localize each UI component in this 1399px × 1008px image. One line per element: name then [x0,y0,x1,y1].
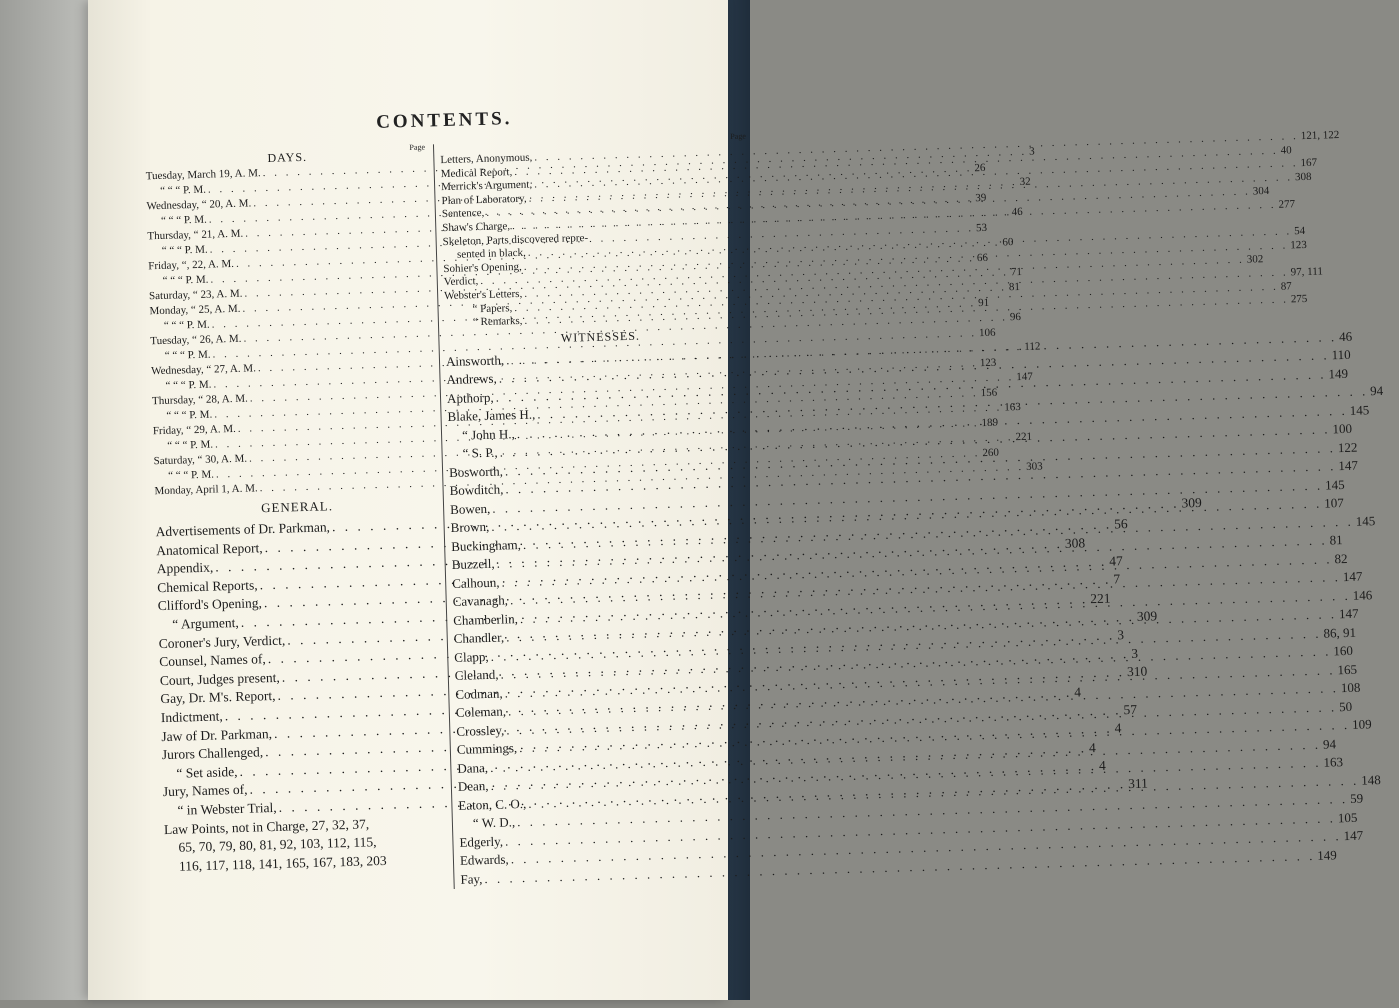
entry-label: “ S. P., [462,444,498,461]
entry-label: Clapp, [454,648,489,665]
entry-label: Eaton, C. O., [458,795,527,813]
entry-label: Chamberlin, [453,610,519,628]
entry-label: Calhoun, [452,574,500,591]
entry-page-number: 145 [1355,512,1376,529]
entry-page-number: 26 [974,161,986,175]
entry-page-number: 308 [1064,535,1086,552]
entry-label: Shaw's Charge, [442,220,511,235]
entry-label: sented in black, [456,246,526,261]
entry-page-number: 4 [1088,739,1096,755]
entry-label: Thursday, “ 28, A. M. [151,392,248,408]
entry-page-number: 53 [975,221,988,235]
page-title: CONTENTS. [375,108,513,133]
entry-label: Wednesday, “ 20, A. M. [146,197,252,213]
entry-page-number: 149 [1317,847,1338,863]
entry-page-number: 60 [1002,236,1014,249]
entry-page-number: 3 [1028,145,1035,158]
entry-page-number: 277 [1278,198,1296,211]
entry-label: Wednesday, “ 27, A. M. [151,362,257,378]
entry-page-number: 112 [1024,340,1041,353]
witnesses-heading: WITNESSES. [560,328,641,345]
entry-page-number: 304 [1252,185,1270,198]
entry-label: Crossley, [456,722,505,739]
entry-label: Anatomical Report, [155,539,263,558]
entry-page-number: 96 [1009,310,1022,324]
entry-label: “ “ “ P. M. [163,318,210,332]
entry-page-number: 160 [1333,643,1354,659]
entry-label: “ “ “ P. M. [165,378,212,392]
entry-label: Edgerly, [459,833,504,850]
entry-page-number: 108 [1340,679,1361,696]
entry-label: Apthorp, [446,389,494,406]
entry-label: Buzzell, [451,555,495,573]
entry-label: “ Set aside, [176,763,238,781]
entry-page-number: 7 [1113,571,1121,587]
entry-label: Jaw of Dr. Parkman, [161,725,273,744]
entry-page-number: 109 [1351,716,1372,733]
entry-label: Coroner's Jury, Verdict, [158,632,286,651]
days-heading: DAYS. [267,149,308,165]
entry-page-number: 54 [1294,225,1306,238]
entry-page-number: 86, 91 [1323,624,1357,641]
entry-page-number: 149 [1328,365,1349,382]
entry-page-number: 309 [1181,494,1202,511]
entry-page-number: 147 [1342,568,1363,585]
entry-label: Edwards, [459,851,509,869]
entry-page-number: 91 [978,296,990,310]
entry-label: “ W. D., [472,814,516,831]
entry-page-number: 308 [1294,170,1312,184]
entry-label: Friday, “ 29, A. M. [152,422,237,438]
entry-page-number: 146 [1352,586,1373,603]
entry-page-number: 56 [1113,515,1128,532]
entry-label: Verdict, [443,275,479,289]
entry-page-number: 145 [1349,402,1370,418]
entry-label: Brown, [450,519,490,536]
page-column-label: Page [409,142,426,152]
entry-label: Buckingham, [450,536,522,554]
entry-label: Law Points, not in Charge, 27, 32, 37, [163,815,370,837]
page-column-label-right: Page [730,131,746,142]
entry-page-number: 260 [982,446,1000,460]
entry-page-number: 148 [1360,771,1381,788]
entry-label: Plan of Laboratory, [441,192,527,207]
entry-page-number: 81 [1008,280,1021,294]
entry-page-number: 163 [1004,401,1021,414]
entry-page-number: 123 [979,356,997,370]
entry-page-number: 57 [1123,701,1138,717]
entry-label: Webster's Letters, [444,287,523,303]
entry-label: Jury, Names of, [162,782,248,800]
entry-label: “ Remarks, [472,315,523,329]
entry-page-number: 110 [1331,347,1351,363]
entry-page-number: 309 [1136,607,1158,624]
entry-label: Saturday, “ 30, A. M. [153,452,248,468]
entry-page-number: 189 [981,416,999,430]
entry-label: Sohier's Opening, [443,260,522,275]
entry-label: “ John H., [461,425,515,443]
entry-label: “ “ “ P. M. [167,438,214,452]
entry-page-number: 105 [1337,809,1358,826]
entry-label: Gay, Dr. M's. Report, [160,688,276,707]
entry-label: Tuesday, March 19, A. M. [145,167,261,183]
entry-page-number: 46 [1338,328,1353,344]
entry-label: “ “ “ P. M. [159,183,207,197]
entry-label: “ “ “ P. M. [164,348,211,362]
entry-label: Court, Judges present, [159,669,280,688]
entry-label: Letters, Anonymous, [440,151,533,167]
entry-page-number: 66 [976,251,989,265]
entry-label: Appendix, [156,559,214,577]
entry-page-number: 94 [1322,736,1337,752]
entry-label: “ Argument, [172,614,239,632]
entry-label: Jurors Challenged, [161,744,264,763]
general-heading: GENERAL. [260,498,334,516]
entry-page-number: 310 [1126,663,1148,680]
entry-page-number: 32 [1019,175,1031,188]
entry-page-number: 147 [1338,605,1359,622]
entry-label: Monday, “ 25, A. M. [149,302,241,318]
entry-label: Counsel, Names of, [159,651,266,670]
entry-page-number: 122 [1337,439,1358,455]
entry-page-number: 94 [1369,383,1384,399]
entry-page-number: 106 [978,326,996,340]
entry-label: Bowen, [449,500,491,517]
entry-page-number: 87 [1280,279,1292,293]
entry-label: Cummings, [456,740,518,758]
entry-label: “ in Webster Trial, [177,799,277,818]
entry-page-number: 40 [1280,143,1292,157]
entry-label: Clifford's Opening, [157,595,263,614]
entry-label: Dana, [457,759,489,776]
entry-page-number: 4 [1074,684,1082,700]
entry-label: Merrick's Argument, [440,178,533,194]
entry-label: Blake, James H., [447,406,536,425]
entry-label: Ainsworth, [445,352,505,369]
entry-page-number: 221 [1015,430,1033,444]
entry-page-number: 3 [1117,627,1125,643]
entry-label: Cavanagh, [452,592,509,610]
entry-label: “ “ “ P. M. [160,213,207,227]
entry-page-number: 81 [1329,532,1343,548]
entry-label: Bosworth, [448,463,504,480]
entry-label: Sentence, [441,207,485,221]
entry-page-number: 311 [1127,775,1149,792]
entry-page-number: 165 [1337,661,1358,677]
entry-page-number: 121, 122 [1300,129,1340,143]
entry-page-number: 145 [1324,476,1345,493]
entry-page-number: 97, 111 [1290,265,1324,279]
entry-page-number: 123 [1290,238,1307,252]
entry-page-number: 3 [1131,645,1139,661]
entry-label: Andrews, [446,370,497,388]
entry-page-number: 147 [1016,370,1033,384]
entry-label: “ “ “ P. M. [162,273,209,287]
entry-label: Friday, “, 22, A. M. [148,257,235,273]
entry-page-number: 107 [1324,495,1344,511]
entry-page-number: 302 [1246,253,1264,266]
entry-page-number: 275 [1290,293,1308,306]
entry-label: Medical Report, [440,165,513,180]
entry-label: Coleman, [455,703,507,721]
contents-columns [145,129,1384,898]
entry-label: “ “ “ P. M. [161,243,208,257]
entry-page-number: 71 [1010,265,1023,279]
entry-page-number: 50 [1338,698,1353,714]
entry-label: Cleland, [454,666,499,684]
entry-page-number: 46 [1011,205,1023,219]
entry-label: Bowditch, [449,481,504,499]
entry-page-number: 163 [1323,754,1344,770]
entry-page-number: 39 [975,191,987,205]
entry-label: “ “ “ P. M. [166,408,213,422]
entry-page-number: 147 [1343,827,1364,844]
entry-label: Thursday, “ 21, A. M. [147,227,244,243]
entry-label: Tuesday, “ 26, A. M. [150,332,242,348]
entry-page-number: 47 [1108,553,1123,569]
law-points-continued-1: 65, 70, 79, 80, 81, 92, 103, 112, 115, [178,834,377,855]
entry-page-number: 4 [1098,758,1107,774]
entry-page-number: 147 [1338,457,1359,474]
entry-label: “ Papers, [472,301,513,315]
entry-page-number: 167 [1300,156,1318,170]
entry-label: Fay, [460,870,483,887]
entry-label: Saturday, “ 23, A. M. [148,287,243,303]
entry-page-number: 156 [980,386,998,400]
entry-label: Chemical Reports, [157,577,258,595]
entry-page-number: 59 [1349,790,1364,807]
entry-label: “ “ “ P. M. [167,468,215,482]
entry-page-number: 100 [1332,420,1353,437]
entry-label: Dean, [457,778,489,795]
entry-page-number: 303 [1025,460,1043,473]
entry-page-number: 221 [1090,590,1111,607]
law-points-continued-2: 116, 117, 118, 141, 165, 167, 183, 203 [178,852,387,874]
contents-page [144,102,1384,1008]
entry-label: Indictment, [160,708,223,726]
entry-label: Chandler, [453,629,505,647]
entry-label: Codman, [455,685,503,702]
entry-page-number: 4 [1114,720,1122,736]
entry-page-number: 82 [1334,550,1348,567]
entry-label: Advertisements of Dr. Parkman, [155,519,331,540]
entry-label: Monday, April 1, A. M. [154,482,258,498]
entry-label: Skeleton, Parts discovered repre- [442,231,589,248]
